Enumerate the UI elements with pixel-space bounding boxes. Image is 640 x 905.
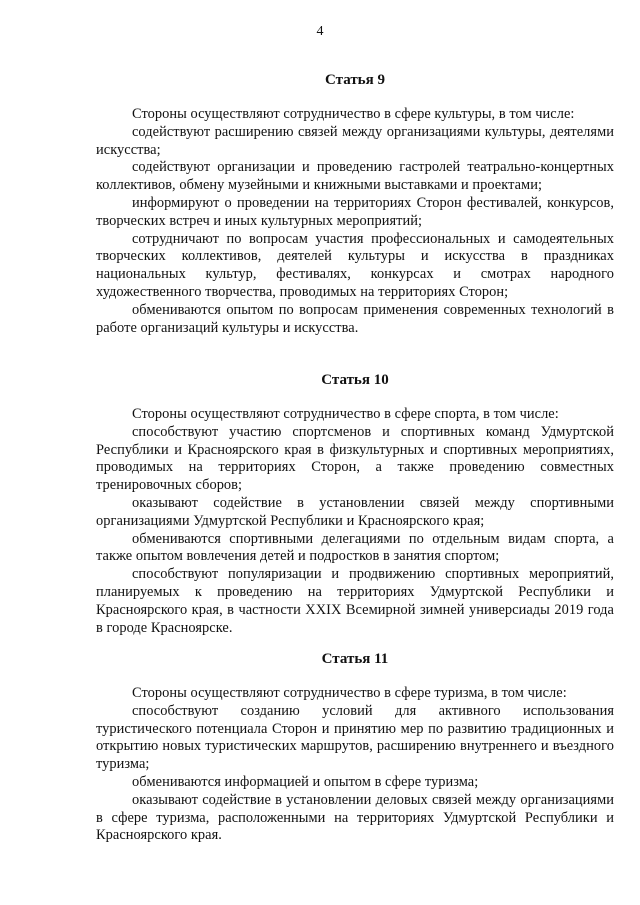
article-paragraph: обмениваются спортивными делегациями по отдельным видам спорта, а также опытом вовлечения детей и подростков в занятия спортом; bbox=[96, 530, 614, 565]
article-paragraph: способствуют участию спортсменов и спортивных команд Удмуртской Республики и Красноярского края в физкультурных и спортивных мероприятиях, проводимых на территориях Сторон, а также проведению совместных тренировочных сборов; bbox=[96, 423, 614, 494]
article-9 bbox=[96, 72, 614, 337]
page-number: 4 bbox=[316, 24, 324, 39]
article-11 bbox=[96, 651, 614, 845]
article-paragraph: оказывают содействие в установлении деловых связей между организациями в сфере туризма, расположенными на территориях Удмуртской Республики и Красноярского края. bbox=[96, 791, 614, 844]
article-paragraph: содействуют расширению связей между организациями культуры, деятелями искусства; bbox=[96, 123, 614, 158]
article-paragraph: сотрудничают по вопросам участия профессиональных и самодеятельных творческих коллективов, деятелей культуры и искусства в праздниках национальных культур, фестивалях, конкурсах и смотрах народного художественного творчества, проводимых на территориях Сторон; bbox=[96, 230, 614, 300]
article-paragraph: способствуют созданию условий для активного использования туристического потенциала Сторон и принятию мер по развитию традиционных и открытию новых туристических маршрутов, расширению внутреннего и въездного туризма; bbox=[96, 702, 614, 773]
article-paragraph: Стороны осуществляют сотрудничество в сфере туризма, в том числе: bbox=[132, 685, 567, 701]
article-title: Статья 10 bbox=[321, 372, 389, 388]
article-paragraph: оказывают содействие в установлении связей между спортивными организациями Удмуртской Республики и Красноярского края; bbox=[96, 494, 614, 529]
article-paragraph: способствуют популяризации и продвижению спортивных мероприятий, планируемых к проведению на территориях Удмуртской Республики и Красноярского края, в частности XXIX Всемирной зимней универсиады 2019 года в городе Красноярске. bbox=[96, 566, 614, 636]
article-paragraph: обмениваются опытом по вопросам применения современных технологий в работе организаций культуры и искусства. bbox=[96, 301, 614, 336]
article-10 bbox=[96, 372, 614, 637]
article-title: Статья 9 bbox=[325, 72, 385, 88]
article-paragraph: Стороны осуществляют сотрудничество в сфере культуры, в том числе: bbox=[132, 106, 575, 122]
article-paragraph: содействуют организации и проведению гастролей театрально-концертных коллективов, обмену музейными и книжными выставками и проектами; bbox=[96, 159, 614, 194]
article-paragraph: обмениваются информацией и опытом в сфере туризма; bbox=[132, 773, 479, 790]
article-paragraph: информируют о проведении на территориях Сторон фестивалей, конкурсов, творческих встреч и иных культурных мероприятий; bbox=[96, 194, 614, 229]
article-paragraph: Стороны осуществляют сотрудничество в сфере спорта, в том числе: bbox=[132, 406, 559, 422]
article-title: Статья 11 bbox=[321, 651, 389, 667]
